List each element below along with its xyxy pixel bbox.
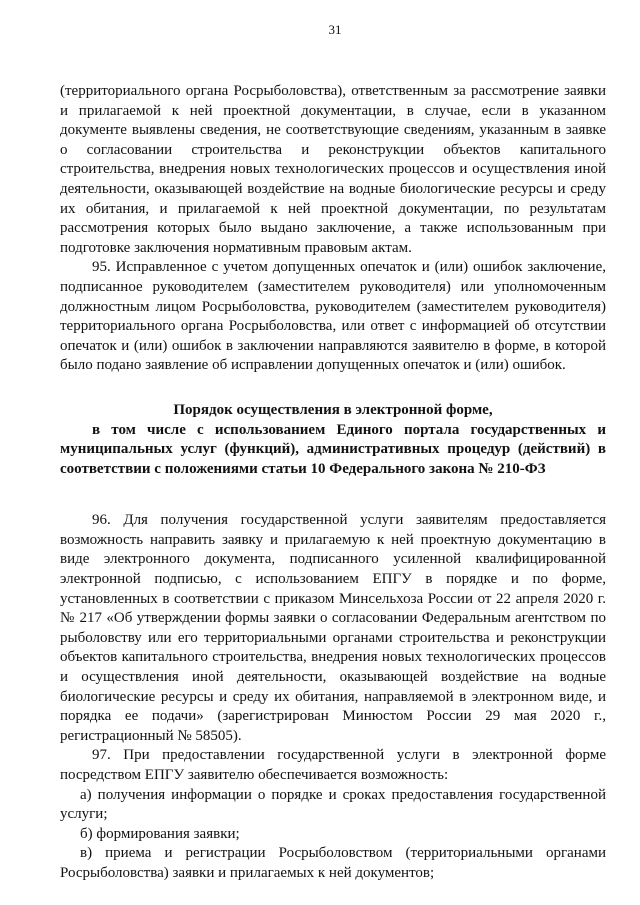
section-heading-line1: Порядок осуществления в электронной форме, [173, 401, 493, 418]
page-number: 31 [328, 22, 342, 37]
section-heading [60, 401, 606, 479]
paragraph-continuation: (территориального органа Росрыболовства), ответственным за рассмотрение заявки и прилагаемой к ней проектной документации, в случае, если в указанном документе выявлены сведения, не соответствующие сведениям, указанным в заявке о согласовании строительства и реконструкции объектов капитального строительства, внедрения новых технологических процессов и осуществления иной деятельности, оказывающей воздействие на водные биологические ресурсы и среду их обитания, и прилагаемой к ней проектной документации, по результатам рассмотрения которых было выдано заключение, а также использованным при подготовке заключения нормативным правовым актам. [60, 83, 606, 256]
list-item-a: а) получения информации о порядке и сроках предоставления государственной услуги; [60, 786, 606, 823]
list-item-v: в) приема и регистрации Росрыболовством (территориальными органами Росрыболовства) заявки и прилагаемых к ней документов; [60, 845, 606, 881]
paragraph-97: 97. При предоставлении государственной услуги в электронной форме посредством ЕПГУ заявителю обеспечивается возможность: [60, 747, 606, 783]
section-heading-rest: в том числе с использованием Единого портала государственных и муниципальных услуг (функций), административных процедур (действий) в соответствии с положениями статьи 10 Федерального закона № 210-ФЗ [60, 421, 606, 477]
paragraph-95: 95. Исправленное с учетом допущенных опечаток и (или) ошибок заключение, подписанное руководителем (заместителем руководителя) или уполномоченным должностным лицом Росрыболовства, руководителем (заместителем руководителя) территориального органа Росрыболовства, или ответ с информацией об отсутствии опечаток и (или) ошибок в заключении направляются заявителю в форме, в которой было подано заявление об исправлении допущенных опечаток и (или) ошибок. [60, 259, 606, 374]
list-item-b: б) формирования заявки; [80, 825, 240, 842]
paragraph-96: 96. Для получения государственной услуги заявителям предоставляется возможность направить заявку и прилагаемую к ней проектную документацию в виде электронного документа, подписанного усиленной квалифицированной электронной подписью, с использованием ЕПГУ в порядке и по форме, установленных в соответствии с приказом Минсельхоза России от 22 апреля 2020 г. № 217 «Об утверждении формы заявки о согласовании Федеральным агентством по рыболовству или его территориальными органами строительства и реконструкции объектов капитального строительства, внедрения новых технологических процессов и осуществления иной деятельности, оказывающей воздействие на водные биологические ресурсы и среду их обитания, направляемой в электронном виде, и порядка ее подачи» (зарегистрирован Минюстом России 29 мая 2020 г., регистрационный № 58505). [60, 512, 606, 744]
